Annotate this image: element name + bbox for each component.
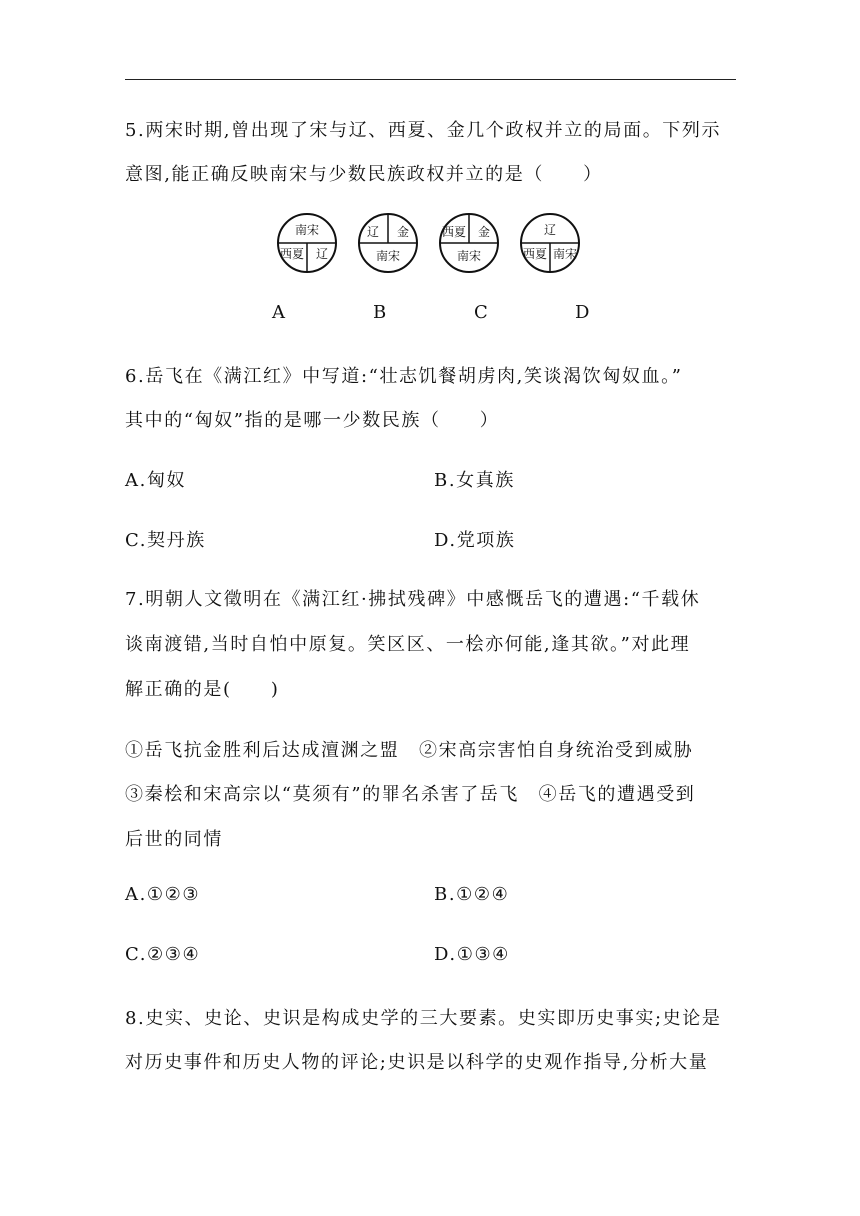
q8-stem-line2: 对历史事件和历史人物的评论;史识是以科学的史观作指导,分析大量 bbox=[125, 1052, 709, 1073]
q6-option-b[interactable]: B.女真族 bbox=[434, 470, 515, 491]
q7-option-d[interactable]: D.①③④ bbox=[434, 944, 510, 965]
diagram-c-bottom: 南宋 bbox=[456, 249, 482, 263]
diagram-d-top: 辽 bbox=[543, 223, 557, 237]
diagram-a-bottom-left: 西夏 bbox=[279, 247, 305, 261]
diagram-b-top-left: 辽 bbox=[366, 225, 380, 239]
diagram-label-d[interactable]: D bbox=[575, 302, 590, 323]
q6-option-a[interactable]: A.匈奴 bbox=[125, 470, 187, 491]
diagram-label-c[interactable]: C bbox=[474, 302, 488, 323]
q6-stem-line2: 其中的“匈奴”指的是哪一少数民族（ ） bbox=[125, 410, 500, 431]
q7-option-c[interactable]: C.②③④ bbox=[125, 944, 201, 965]
q7-stem-line2: 谈南渡错,当时自怕中原复。笑区区、一桧亦何能,逢其欲。”对此理 bbox=[125, 634, 691, 655]
diagram-a-bottom-right: 辽 bbox=[315, 247, 329, 261]
q5-diagrams bbox=[276, 212, 586, 276]
diagram-c[interactable] bbox=[440, 214, 498, 272]
q5-stem-line2: 意图,能正确反映南宋与少数民族政权并立的是（ ） bbox=[125, 164, 603, 185]
q6-option-c[interactable]: C.契丹族 bbox=[125, 530, 206, 551]
diagram-d-bottom-right: 南宋 bbox=[552, 247, 578, 261]
diagram-b-top-right: 金 bbox=[396, 225, 410, 239]
diagram-b-bottom: 南宋 bbox=[375, 249, 401, 263]
diagram-d-bottom-left: 西夏 bbox=[522, 247, 548, 261]
q7-stem-line1: 7.明朝人文徵明在《满江红·拂拭残碑》中感慨岳飞的遭遇:“千载休 bbox=[125, 589, 701, 610]
q6-option-d[interactable]: D.党项族 bbox=[434, 530, 516, 551]
q7-statement-line3: 后世的同情 bbox=[125, 829, 223, 850]
q7-option-b[interactable]: B.①②④ bbox=[434, 884, 510, 905]
q8-stem-line1: 8.史实、史论、史识是构成史学的三大要素。史实即历史事实;史论是 bbox=[125, 1008, 722, 1029]
q6-stem-line1: 6.岳飞在《满江红》中写道:“壮志饥餐胡虏肉,笑谈渴饮匈奴血。” bbox=[125, 366, 683, 387]
diagram-b[interactable] bbox=[359, 214, 417, 272]
q7-statement-line1: ①岳飞抗金胜利后达成澶渊之盟 ②宋高宗害怕自身统治受到威胁 bbox=[125, 740, 694, 761]
diagram-a[interactable] bbox=[278, 214, 336, 272]
diagram-label-b[interactable]: B bbox=[373, 302, 387, 323]
diagram-d[interactable] bbox=[521, 214, 579, 272]
diagram-c-top-left: 西夏 bbox=[441, 225, 467, 239]
diagram-label-a[interactable]: A bbox=[272, 302, 285, 323]
q5-stem-line1: 5.两宋时期,曾出现了宋与辽、西夏、金几个政权并立的局面。下列示 bbox=[125, 120, 722, 141]
diagram-a-top: 南宋 bbox=[294, 223, 320, 237]
q7-stem-line3: 解正确的是( ) bbox=[125, 679, 280, 700]
q7-statement-line2: ③秦桧和宋高宗以“莫须有”的罪名杀害了岳飞 ④岳飞的遭遇受到 bbox=[125, 784, 696, 805]
q7-option-a[interactable]: A.①②③ bbox=[125, 884, 201, 905]
header-rule bbox=[125, 79, 736, 80]
diagram-c-top-right: 金 bbox=[477, 225, 491, 239]
